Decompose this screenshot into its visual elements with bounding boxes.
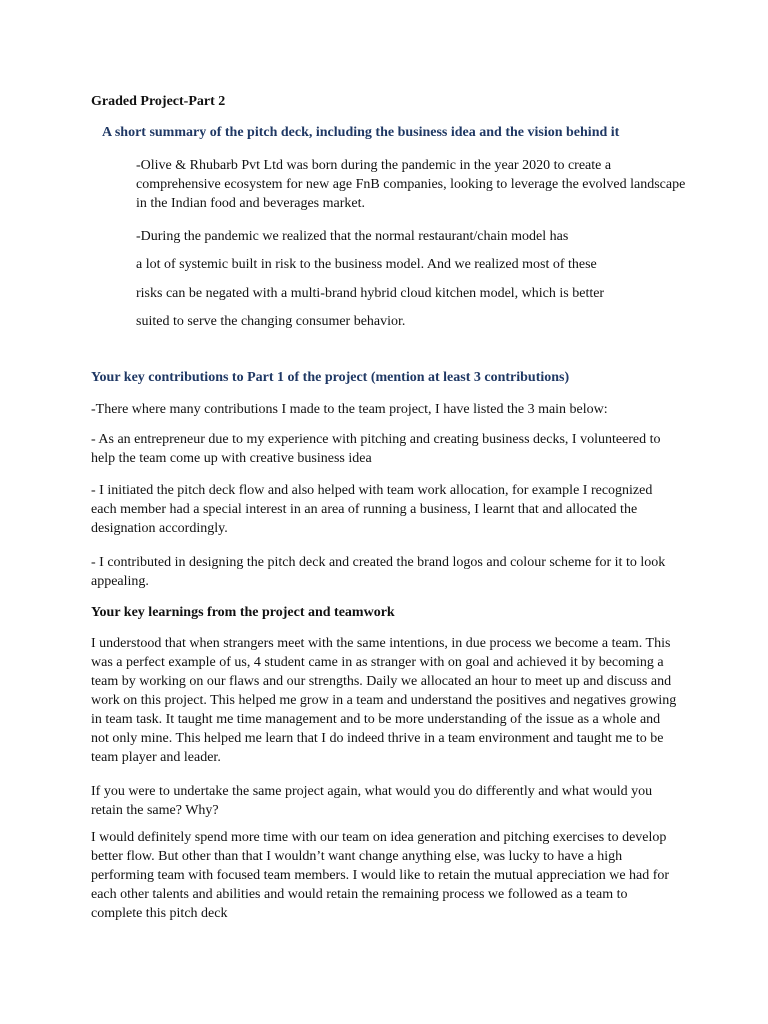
summary-paragraph-1: -Olive & Rhubarb Pvt Ltd was born during the pandemic in the year 2020 to create a comprehensive ecosystem for new age FnB companies, looking to leverage the evolved landscape in the Indian food and beverages market. xyxy=(136,158,686,211)
document-title: Graded Project-Part 2 xyxy=(91,94,226,109)
section-heading-summary: A short summary of the pitch deck, including the business idea and the vision behind it xyxy=(102,125,620,140)
contribution-item-1: - As an entrepreneur due to my experience with pitching and creating business decks, I volunteered to help the team come up with creative business idea xyxy=(91,432,661,466)
contribution-item-2: - I initiated the pitch deck flow and also helped with team work allocation, for example I recognized each member had a special interest in an area of running a business, I learnt that and allocated the designation accordingly. xyxy=(91,483,653,536)
summary-paragraph-2-line-3: risks can be negated with a multi-brand hybrid cloud kitchen model, which is better xyxy=(136,286,605,301)
section-heading-contributions: Your key contributions to Part 1 of the project (mention at least 3 contributions) xyxy=(91,370,570,385)
learnings-paragraph: I understood that when strangers meet with the same intentions, in due process we become a team. This was a perfect example of us, 4 student came in as stranger with on goal and achieved it by becoming a team by working on our flaws and our strengths. Daily we allocated an hour to meet up and discuss and work on this project. This helped me grow in a team and understand the positives and negatives growing in team task. It taught me time management and to be more understanding of the issue as a whole and not only mine. This helped me learn that I do indeed thrive in a team environment and taught me to be team player and leader. xyxy=(91,636,677,765)
section-heading-learnings: Your key learnings from the project and teamwork xyxy=(91,605,395,620)
retrospective-answer: I would definitely spend more time with our team on idea generation and pitching exercises to develop better flow. But other than that I wouldn’t want change anything else, was lucky to have a high performing team with focused team members. I would like to retain the mutual appreciation we had for each other talents and abilities and would retain the remaining process we followed as a team to complete this pitch deck xyxy=(91,830,670,921)
contribution-item-3: - I contributed in designing the pitch deck and created the brand logos and colour scheme for it to look appealing. xyxy=(91,555,666,589)
summary-paragraph-2-line-4: suited to serve the changing consumer behavior. xyxy=(136,314,406,329)
summary-paragraph-2-line-1: -During the pandemic we realized that the normal restaurant/chain model has xyxy=(136,229,569,244)
retrospective-question: If you were to undertake the same project again, what would you do differently and what would you retain the same? Why? xyxy=(91,784,653,818)
contributions-intro: -There where many contributions I made to the team project, I have listed the 3 main below: xyxy=(91,402,608,417)
summary-paragraph-2-line-2: a lot of systemic built in risk to the business model. And we realized most of these xyxy=(136,257,597,272)
